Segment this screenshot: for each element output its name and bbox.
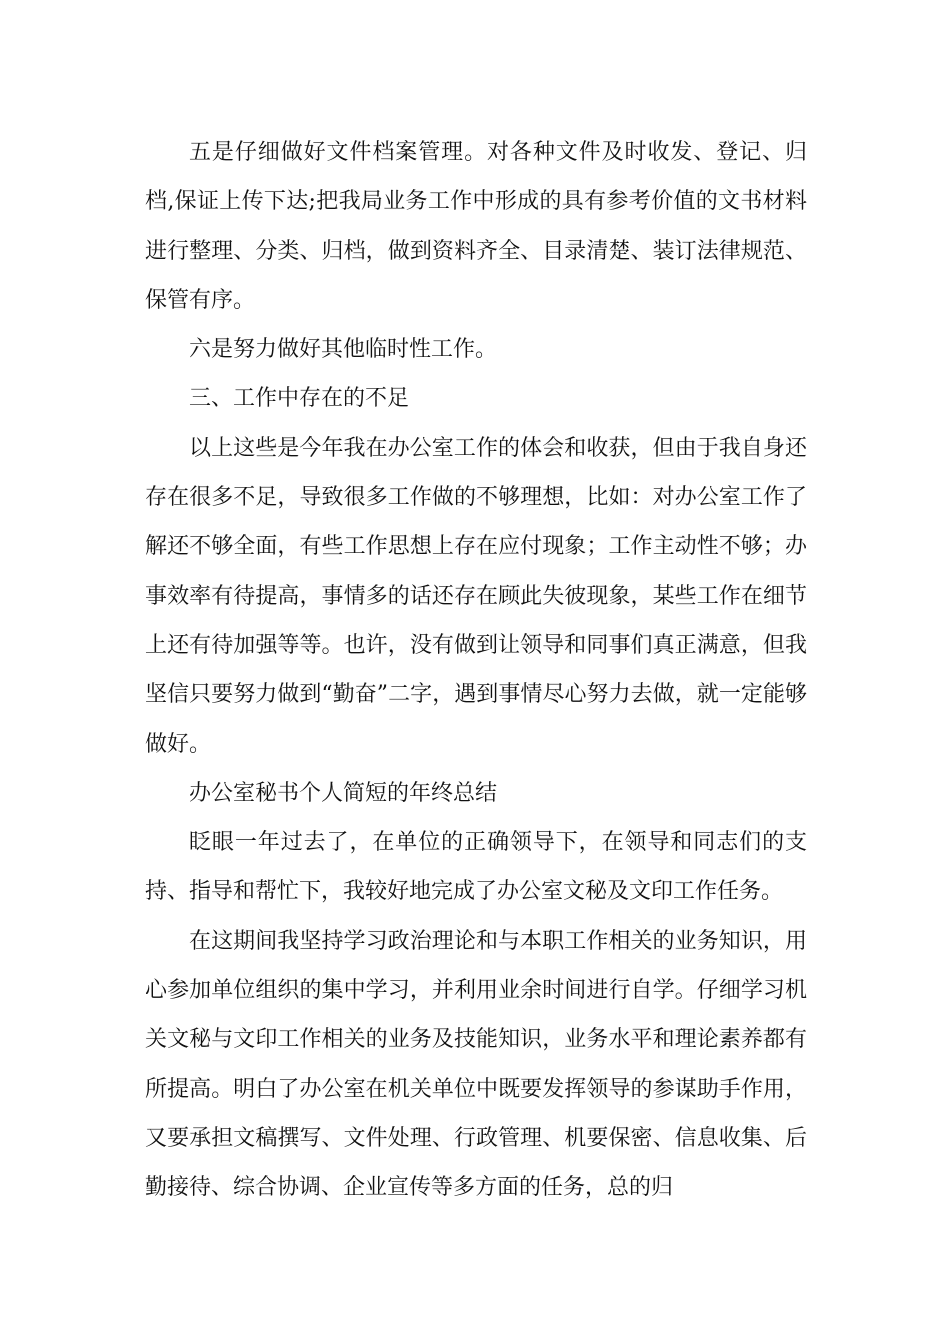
section-heading-shortcomings: 三、工作中存在的不足 (189, 386, 410, 412)
paragraph-temporary-work: 六是努力做好其他临时性工作。 (189, 337, 498, 363)
paragraph-study: 在这期间我坚持学习政治理论和与本职工作相关的业务知识，用心参加单位组织的集中学习，并利用业余时间进行自学。仔细学习机关文秘与文印工作相关的业务及技能知识，业务水平和理论素养都有所提高。明白了办公室在机关单位中既要发挥领导的参谋助手作用，又要承担文稿撰写、文件处理、行政管理、机要保密、信息收集、后勤接待、综合协调、企业宣传等多方面的任务，总的归 (145, 928, 807, 1201)
document-subtitle: 办公室秘书个人简短的年终总结 (189, 780, 498, 806)
paragraph-shortcomings: 以上这些是今年我在办公室工作的体会和收获，但由于我自身还存在很多不足，导致很多工作做的不够理想，比如：对办公室工作了解还不够全面，有些工作思想上存在应付现象；工作主动性不够；办事效率有待提高，事情多的话还存在顾此失彼现象，某些工作在细节上还有待加强等等。也许，没有做到让领导和同事们真正满意，但我坚信只要努力做到“勤奋”二字，遇到事情尽心努力去做，就一定能够做好。 (145, 435, 807, 757)
paragraph-year-summary: 眨眼一年过去了，在单位的正确领导下，在领导和同志们的支持、指导和帮忙下，我较好地完成了办公室文秘及文印工作任务。 (145, 830, 807, 905)
document-body (145, 128, 807, 1213)
paragraph-file-archive: 五是仔细做好文件档案管理。对各种文件及时收发、登记、归档,保证上传下达;把我局业务工作中形成的具有参考价值的文书材料进行整理、分类、归档，做到资料齐全、目录清楚、装订法律规范、保管有序。 (145, 140, 807, 313)
